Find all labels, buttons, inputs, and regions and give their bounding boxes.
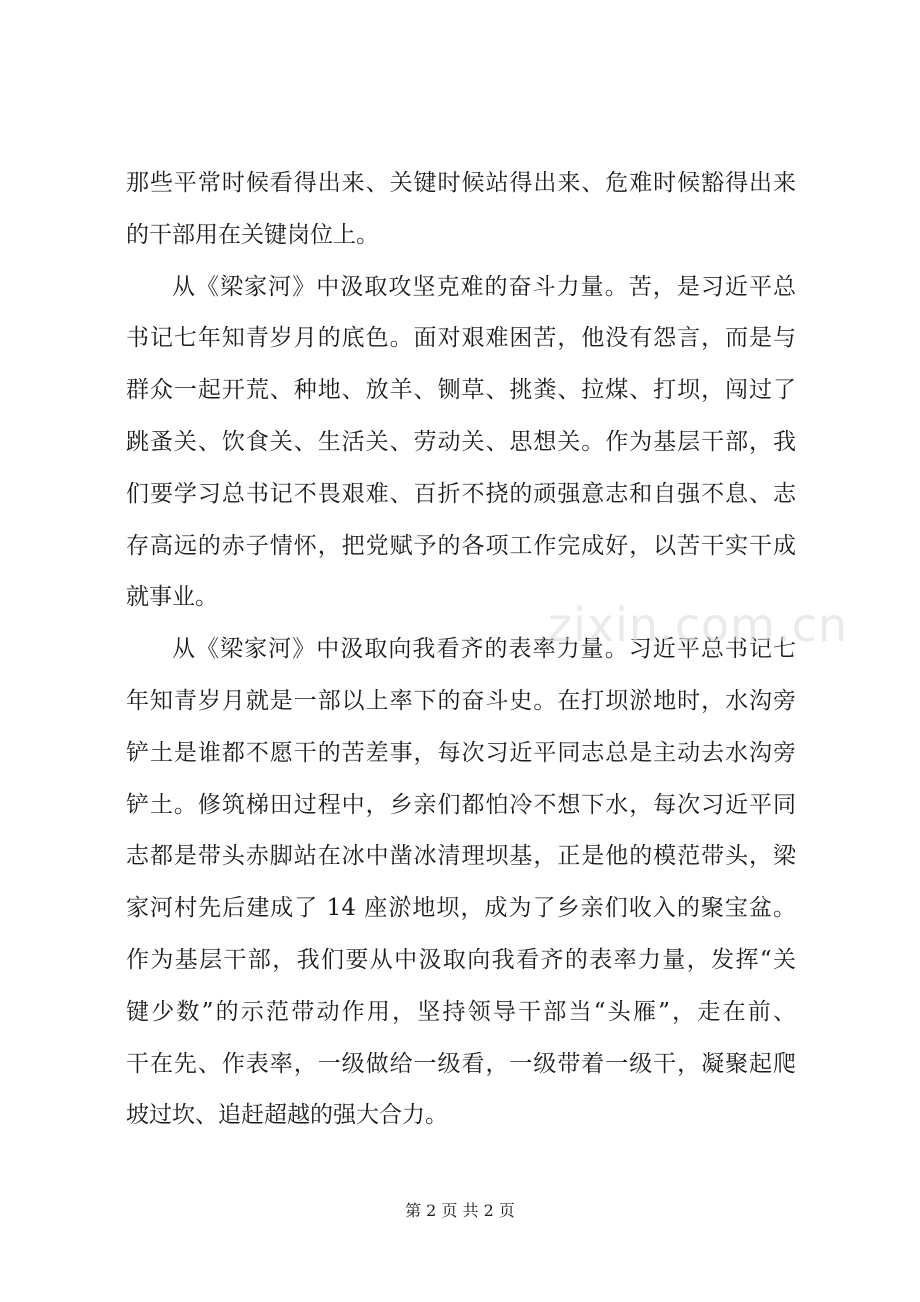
text-line: 们要学习总书记不畏艰难、百折不挠的顽强意志和自强不息、志 bbox=[126, 480, 796, 507]
text-line: 从《梁家河》中汲取攻坚克难的奋斗力量。苦，是习近平总 bbox=[172, 273, 796, 300]
page-footer: 第 2 页 共 2 页 bbox=[405, 1201, 515, 1220]
text-line: 志都是带头赤脚站在冰中凿冰清理坝基，正是他的模范带头，梁 bbox=[126, 843, 796, 870]
text-line: 作为基层干部，我们要从中汲取向我看齐的表率力量，发挥“关 bbox=[126, 946, 796, 973]
text-line: 从《梁家河》中汲取向我看齐的表率力量。习近平总书记七 bbox=[172, 636, 796, 663]
text-line: 的干部用在关键岗位上。 bbox=[126, 221, 379, 248]
text-line: 那些平常时候看得出来、关键时候站得出来、危难时候豁得出来 bbox=[126, 170, 796, 196]
text-line: 键少数”的示范带动作用，坚持领导干部当“头雁”，走在前、 bbox=[126, 998, 796, 1025]
text-line: 书记七年知青岁月的底色。面对艰难困苦，他没有怨言，而是与 bbox=[126, 325, 796, 352]
text-line: 干在先、作表率，一级做给一级看，一级带着一级干，凝聚起爬 bbox=[126, 1050, 796, 1077]
text-line: 跳蚤关、饮食关、生活关、劳动关、思想关。作为基层干部，我 bbox=[126, 428, 796, 455]
text-line: 存高远的赤子情怀，把党赋予的各项工作完成好，以苦干实干成 bbox=[126, 532, 796, 559]
text-line: 就事业。 bbox=[126, 584, 218, 611]
text-line: 群众一起开荒、种地、放羊、铡草、挑粪、拉煤、打坝，闯过了 bbox=[126, 377, 796, 404]
text-line: 铲土。修筑梯田过程中，乡亲们都怕冷不想下水，每次习近平同 bbox=[126, 791, 796, 818]
text-line: 家河村先后建成了 14 座淤地坝，成为了乡亲们收入的聚宝盆。 bbox=[126, 895, 796, 922]
text-line: 坡过坎、追赶超越的强大合力。 bbox=[126, 1102, 448, 1129]
document-body bbox=[126, 158, 796, 1142]
watermark: zixin.com.cn bbox=[548, 598, 849, 652]
text-line: 铲土是谁都不愿干的苦差事，每次习近平同志总是主动去水沟旁 bbox=[126, 739, 796, 766]
text-line: 年知青岁月就是一部以上率下的奋斗史。在打坝淤地时，水沟旁 bbox=[126, 687, 796, 714]
